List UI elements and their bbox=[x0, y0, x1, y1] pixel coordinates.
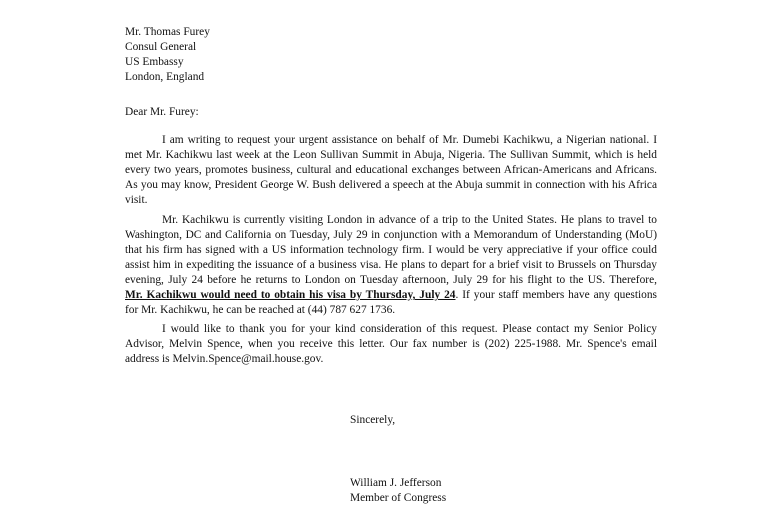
recipient-address bbox=[125, 25, 210, 85]
paragraph-line: I am writing to request your urgent assistance on behalf of Mr. Dumebi Kachikwu, a Nigerian national. I bbox=[162, 134, 657, 146]
visa-deadline-emphasis: Mr. Kachikwu would need to obtain his visa by Thursday, July 24 bbox=[125, 289, 456, 301]
paragraph-line: Mr. Kachikwu is currently visiting London in advance of a trip to the United States. He plans to travel to bbox=[162, 214, 657, 226]
paragraph-line: Advisor, Melvin Spence, when you receive this letter. Our fax number is (202) 225-1988. Mr. Spence's email bbox=[125, 338, 657, 350]
paragraph-line: I would like to thank you for your kind consideration of this request. Please contact my Senior Policy bbox=[162, 323, 657, 335]
emphasis-continuation: . If your staff members have any questions bbox=[455, 289, 657, 301]
paragraph-line-emphasis bbox=[125, 288, 657, 303]
closing: Sincerely, bbox=[350, 414, 396, 426]
paragraph-line: address is Melvin.Spence@mail.house.gov. bbox=[125, 353, 324, 365]
paragraph-3 bbox=[125, 322, 657, 367]
recipient-city: London, England bbox=[125, 71, 205, 83]
paragraph-line: every two years, promotes business, cultural and educational exchanges between African-Americans and Africans. bbox=[125, 164, 657, 176]
recipient-name: Mr. Thomas Furey bbox=[125, 26, 210, 38]
recipient-title: Consul General bbox=[125, 41, 197, 53]
recipient-office: US Embassy bbox=[125, 56, 184, 68]
signature-block bbox=[350, 476, 446, 506]
paragraph-line: that his firm has signed with a US information technology firm. I would be very appreciative if your office could bbox=[125, 244, 657, 256]
paragraph-line: As you may know, President George W. Bush delivered a speech at the Abuja summit in connection with his Africa bbox=[125, 179, 657, 191]
paragraph-line: evening, July 24 before he returns to London on Tuesday afternoon, July 29 for his flight to the US. Therefore, bbox=[125, 274, 657, 286]
paragraph-line: met Mr. Kachikwu last week at the Leon Sullivan Summit in Abuja, Nigeria. The Sullivan Summit, which is held bbox=[125, 149, 657, 161]
paragraph-line: assist him in expediting the issuance of a business visa. He plans to depart for a brief visit to Brussels on Thursday bbox=[125, 259, 657, 271]
paragraph-2 bbox=[125, 213, 657, 318]
signer-title: Member of Congress bbox=[350, 492, 447, 504]
paragraph-line: for Mr. Kachikwu, he can be reached at (44) 787 627 1736. bbox=[125, 304, 396, 316]
paragraph-1 bbox=[125, 133, 657, 208]
paragraph-line: visit. bbox=[125, 194, 148, 206]
signer-name: William J. Jefferson bbox=[350, 477, 442, 489]
paragraph-line: Washington, DC and California on Tuesday, July 29 in conjunction with a Memorandum of Understanding (MoU) bbox=[125, 229, 657, 241]
salutation: Dear Mr. Furey: bbox=[125, 106, 199, 118]
